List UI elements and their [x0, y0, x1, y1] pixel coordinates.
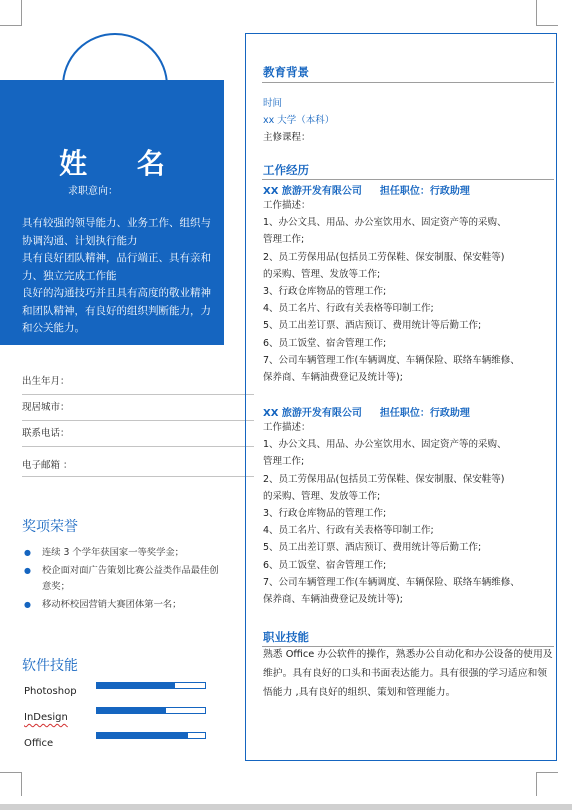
professional-skills-title: 职业技能: [263, 630, 309, 644]
job-2-header[interactable]: [263, 404, 470, 419]
page-bottom-strip: [0, 804, 572, 810]
software-skills-title: 软件技能: [22, 658, 78, 674]
info-birth[interactable]: 出生年月：: [22, 369, 254, 395]
job-1-position: 担任职位：行政助理: [379, 186, 470, 197]
awards-list: [24, 545, 224, 615]
job-1-header[interactable]: [263, 182, 470, 197]
job-2-company: XX 旅游开发有限公司: [263, 408, 362, 419]
crop-mark-top-left: [0, 0, 22, 26]
info-city[interactable]: 现居城市：: [22, 395, 254, 421]
description-line: 2、员工劳保用品(包括员工劳保鞋、保安制服、保安鞋等): [263, 251, 505, 263]
description-line: 7、公司车辆管理工作(车辆调度、车辆保险、联络车辆维修、: [263, 576, 520, 588]
candidate-name[interactable]: 姓 名: [59, 147, 185, 180]
award-item[interactable]: ● 校企面对面广告策划比赛公益类作品最佳创意奖；: [24, 563, 224, 595]
description-line: 管理工作;: [263, 456, 305, 468]
education-time[interactable]: 时间: [263, 98, 283, 109]
description-line: 7、公司车辆管理工作(车辆调度、车辆保险、联络车辆维修、: [263, 354, 520, 366]
description-line: 6、员工饭堂、宿舍管理工作;: [263, 337, 387, 349]
description-line: 4、员工名片、行政有关表格等印制工作;: [263, 525, 434, 537]
description-line: 5、员工出差订票、酒店预订、费用统计等后勤工作;: [263, 542, 482, 554]
description-line: 5、员工出差订票、酒店预订、费用统计等后勤工作;: [263, 320, 482, 332]
description-line: 4、员工名片、行政有关表格等印制工作;: [263, 303, 434, 315]
intro-line-1: 具有较强的领导能力、业务工作、组织与协调沟通、计划执行能力: [22, 217, 211, 247]
awards-title: 奖项荣誉: [22, 519, 78, 535]
skill-bar-fill: [97, 733, 188, 738]
description-line: 2、员工劳保用品(包括员工劳保鞋、保安制服、保安鞋等): [263, 473, 505, 485]
education-courses[interactable]: 主修课程：: [263, 132, 311, 143]
work-title: 工作经历: [263, 163, 309, 177]
description-line: 的采购、管理、发放等工作;: [263, 268, 381, 280]
job-intent-label: 求职意向：: [68, 186, 118, 197]
skill-bar-fill: [97, 708, 166, 713]
job-intent[interactable]: [64, 182, 118, 197]
crop-mark-top-right: [536, 0, 558, 26]
description-line: 的采购、管理、发放等工作;: [263, 490, 381, 502]
description-line: 3、行政仓库物品的管理工作;: [263, 286, 387, 298]
description-line: 保养商、车辆油费登记及统计等);: [263, 372, 403, 384]
award-item[interactable]: ● 移动杯校园营销大赛团体第一名；: [24, 597, 224, 613]
profile-block: [0, 80, 224, 345]
intro-line-2: 具有良好团队精神，品行端正、具有亲和力、独立完成工作能: [22, 252, 211, 282]
skill-bar-photoshop: [96, 682, 206, 689]
education-school[interactable]: xx 大学（本科）: [263, 115, 335, 126]
skill-bar-fill: [97, 683, 175, 688]
intro-line-3: 良好的沟通技巧并且具有高度的敬业精神和团队精神，有良好的组织判断能力，力和公关能力。: [22, 287, 211, 334]
description-line: 1、办公文具、用品、办公室饮用水、固定资产等的采购、: [263, 217, 507, 229]
description-line: 管理工作;: [263, 234, 305, 246]
skill-bar-indesign: [96, 707, 206, 714]
description-line: 6、员工饭堂、宿舍管理工作;: [263, 559, 387, 571]
info-email[interactable]: 电子邮箱 ：: [22, 447, 254, 477]
description-line: 工作描述：: [263, 422, 311, 433]
skill-name-office: Office: [24, 738, 54, 749]
description-line: 1、办公文具、用品、办公室饮用水、固定资产等的采购、: [263, 439, 507, 451]
job-2-position: 担任职位：行政助理: [379, 408, 470, 419]
contact-info: [22, 369, 254, 477]
skill-name-photoshop: Photoshop: [24, 686, 77, 697]
crop-mark-bottom-right: [536, 772, 558, 796]
job-2-description[interactable]: [263, 419, 555, 608]
job-1-description[interactable]: [263, 197, 555, 386]
education-divider: [262, 82, 554, 83]
award-item[interactable]: ● 连续 3 个学年获国家一等奖学金；: [24, 545, 224, 561]
self-introduction[interactable]: [22, 215, 217, 338]
skill-name-indesign: InDesign: [24, 712, 68, 723]
education-title: 教育背景: [263, 65, 309, 79]
crop-mark-bottom-left: [0, 772, 22, 796]
job-1-company: XX 旅游开发有限公司: [263, 186, 362, 197]
professional-skills-text[interactable]: 熟悉 Office 办公软件的操作，熟悉办公自动化和办公设备的使用及维护。具有良好的口头和书面表达能力。具有很强的学习适应和领悟能力 ,具有良好的组织、策划和管理能力。: [263, 649, 553, 698]
info-phone[interactable]: 联系电话：: [22, 421, 254, 447]
description-line: 工作描述：: [263, 200, 311, 211]
description-line: 保养商、车辆油费登记及统计等);: [263, 594, 403, 606]
description-line: 3、行政仓库物品的管理工作;: [263, 508, 387, 520]
skill-bar-office: [96, 732, 206, 739]
work-divider: [262, 179, 554, 180]
